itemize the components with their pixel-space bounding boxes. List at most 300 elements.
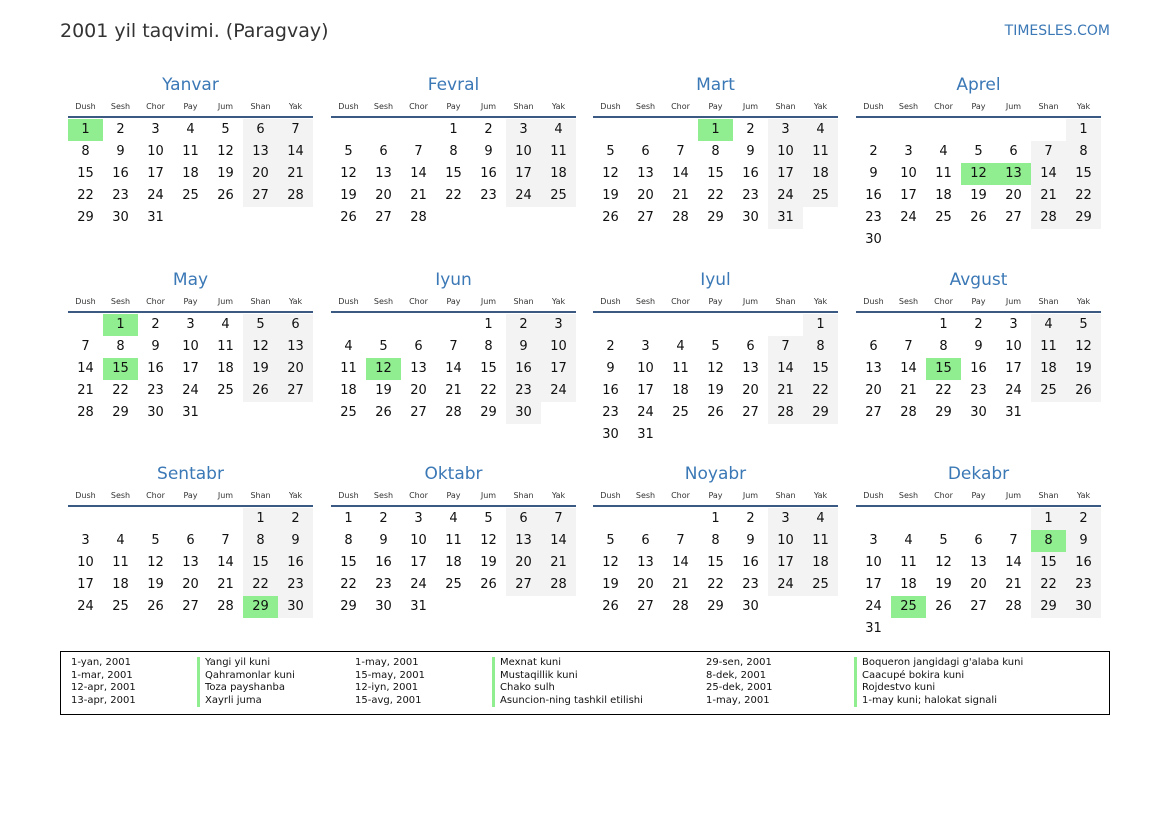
day-cell: 19 [375,383,392,398]
empty-cell [628,508,663,530]
day-cell: 10 [637,361,654,376]
day-cell: 20 [278,358,313,380]
weekday-header [856,99,1101,118]
day-cell: 1 [939,317,948,332]
holiday-day: 12 [961,163,996,185]
weekday-label: Shan [1038,297,1059,306]
day-cell: 25 [803,185,838,207]
day-cell: 22 [1031,574,1066,596]
day-cell: 16 [1066,552,1101,574]
weekday-label: Chor [146,491,165,500]
day-cell: 22 [340,577,357,592]
day-cell: 19 [1066,358,1101,380]
day-cell: 30 [602,427,619,442]
legend-date: 1-may, 2001 [706,694,770,706]
day-cell: 12 [602,166,619,181]
day-cell: 18 [900,577,917,592]
weekday-label: Jum [480,491,497,500]
day-cell: 24 [77,599,94,614]
day-cell: 29 [1066,207,1101,229]
empty-cell [628,119,663,141]
day-cell: 1 [484,317,493,332]
day-cell: 18 [935,188,952,203]
weekday-label: Chor [671,297,690,306]
month-oktabr [331,462,576,618]
weekday-label: Sesh [373,102,394,111]
day-cell: 27 [970,599,987,614]
legend-holiday-name: Mustaqillik kuni [492,670,578,683]
day-cell: 18 [541,163,576,185]
holiday-day: 12 [366,358,401,380]
day-cell: 2 [1066,508,1101,530]
weekday-label: Sesh [110,297,131,306]
weekday-header [593,99,838,118]
empty-cell [926,119,961,141]
weekday-label: Sesh [635,297,656,306]
day-cell: 20 [506,552,541,574]
legend-date: 15-may, 2001 [355,669,425,681]
day-cell: 11 [803,530,838,552]
weekday-label: Chor [934,102,953,111]
day-cell: 8 [243,530,278,552]
empty-cell [593,314,628,336]
day-cell: 18 [340,383,357,398]
day-cell: 15 [1066,163,1101,185]
day-cell: 21 [672,188,689,203]
empty-cell [331,314,366,336]
month-avgust [856,268,1101,424]
day-cell: 14 [768,358,803,380]
weekday-label: Sesh [373,297,394,306]
day-cell: 17 [768,163,803,185]
day-cell: 8 [711,533,720,548]
month-iyun [331,268,576,424]
month-aprel [856,73,1101,251]
day-cell: 20 [637,188,654,203]
month-may [68,268,313,424]
day-cell: 22 [707,577,724,592]
empty-cell [996,119,1031,141]
day-cell: 2 [746,122,755,137]
day-cell: 14 [77,361,94,376]
day-cell: 10 [768,530,803,552]
day-cell: 6 [506,508,541,530]
day-cell: 18 [217,361,234,376]
weekday-label: Sesh [898,102,919,111]
holiday-day: 25 [891,596,926,618]
day-cell: 14 [672,555,689,570]
day-cell: 17 [182,361,199,376]
legend-date: 12-apr, 2001 [71,682,136,694]
weekday-label: Pay [708,491,723,500]
day-cell: 4 [541,119,576,141]
day-cell: 13 [278,336,313,358]
day-cell: 23 [742,188,759,203]
day-cell: 29 [935,405,952,420]
day-cell: 21 [768,380,803,402]
day-cell: 10 [900,166,917,181]
day-cell: 30 [506,402,541,424]
day-cell: 1 [243,508,278,530]
day-cell: 18 [445,555,462,570]
day-cell: 11 [445,533,462,548]
day-cell: 28 [1005,599,1022,614]
weekday-header [331,488,576,507]
day-cell: 23 [375,577,392,592]
day-cell: 25 [541,185,576,207]
empty-cell [733,314,768,336]
day-cell: 1 [449,122,458,137]
day-cell: 8 [939,339,948,354]
day-cell: 17 [410,555,427,570]
day-cell: 16 [112,166,129,181]
day-cell: 30 [112,210,129,225]
empty-cell [173,508,208,530]
holiday-day: 1 [698,119,733,141]
day-cell: 7 [278,119,313,141]
day-cell: 12 [707,361,724,376]
day-cell: 13 [375,166,392,181]
day-cell: 3 [869,533,878,548]
day-cell: 15 [243,552,278,574]
day-cell: 21 [445,383,462,398]
day-cell: 9 [506,336,541,358]
day-cell: 9 [151,339,160,354]
day-cell: 19 [340,188,357,203]
weekday-label: Pay [183,491,198,500]
day-cell: 21 [77,383,94,398]
day-cell: 15 [707,555,724,570]
day-cell: 31 [865,621,882,636]
day-grid [856,119,1101,251]
day-cell: 19 [480,555,497,570]
day-cell: 5 [1066,314,1101,336]
day-cell: 27 [506,574,541,596]
day-cell: 12 [147,555,164,570]
day-cell: 19 [147,577,164,592]
day-cell: 1 [344,511,353,526]
month-name: Sentabr [157,464,224,484]
empty-cell [401,119,436,141]
day-cell: 7 [414,144,423,159]
legend-date: 13-apr, 2001 [71,694,136,706]
legend-holiday-name: 1-may kuni; halokat signali [854,695,997,708]
day-cell: 18 [803,552,838,574]
day-cell: 26 [602,599,619,614]
holiday-day: 1 [68,119,103,141]
day-cell: 8 [116,339,125,354]
day-cell: 8 [344,533,353,548]
day-cell: 19 [602,577,619,592]
weekday-label: Yak [288,491,303,500]
day-cell: 28 [278,185,313,207]
day-cell: 27 [637,599,654,614]
day-grid [593,314,838,446]
empty-cell [593,508,628,530]
day-cell: 9 [1066,530,1101,552]
legend-holiday-name: Yangi yil kuni [197,657,270,670]
day-cell: 10 [865,555,882,570]
day-cell: 8 [484,339,493,354]
day-cell: 5 [221,122,230,137]
month-sentabr [68,462,313,618]
weekday-label: Shan [513,491,534,500]
holiday-day: 29 [243,596,278,618]
day-cell: 14 [1005,555,1022,570]
empty-cell [856,508,891,530]
day-cell: 5 [939,533,948,548]
weekday-label: Jum [217,297,234,306]
day-cell: 5 [243,314,278,336]
weekday-label: Dush [600,102,621,111]
day-cell: 7 [541,508,576,530]
day-cell: 5 [151,533,160,548]
day-cell: 14 [672,166,689,181]
empty-cell [961,119,996,141]
weekday-label: Yak [551,102,566,111]
day-cell: 7 [221,533,230,548]
day-cell: 17 [147,166,164,181]
day-grid [331,508,576,618]
weekday-header [593,488,838,507]
legend-holiday-name: Toza payshanba [197,682,285,695]
weekday-label: Shan [775,102,796,111]
day-cell: 3 [81,533,90,548]
day-cell: 3 [151,122,160,137]
day-cell: 15 [480,361,497,376]
day-cell: 15 [1031,552,1066,574]
day-cell: 12 [340,166,357,181]
day-cell: 31 [768,207,803,229]
day-cell: 3 [768,508,803,530]
day-grid [856,314,1101,424]
day-cell: 30 [278,596,313,618]
month-name: Yanvar [162,75,219,95]
day-cell: 29 [77,210,94,225]
day-cell: 5 [344,144,353,159]
day-cell: 20 [865,383,882,398]
day-cell: 31 [410,599,427,614]
day-cell: 14 [410,166,427,181]
day-cell: 21 [541,552,576,574]
weekday-label: Jum [1005,102,1022,111]
weekday-label: Sesh [635,491,656,500]
empty-cell [366,314,401,336]
day-cell: 28 [900,405,917,420]
day-cell: 5 [606,533,615,548]
day-cell: 2 [746,511,755,526]
weekday-label: Jum [742,102,759,111]
day-cell: 14 [217,555,234,570]
day-cell: 26 [1066,380,1101,402]
weekday-header [856,488,1101,507]
day-grid [331,314,576,424]
day-cell: 24 [768,185,803,207]
day-cell: 7 [676,533,685,548]
day-cell: 14 [278,141,313,163]
day-cell: 23 [865,210,882,225]
day-cell: 5 [711,339,720,354]
holiday-day: 15 [103,358,138,380]
legend-date: 15-avg, 2001 [355,694,422,706]
day-cell: 30 [147,405,164,420]
legend-holiday-name: Chako sulh [492,682,555,695]
day-cell: 10 [77,555,94,570]
holiday-day: 13 [996,163,1031,185]
day-cell: 26 [243,380,278,402]
empty-cell [366,119,401,141]
day-cell: 18 [182,166,199,181]
empty-cell [68,508,103,530]
weekday-label: Jum [1005,297,1022,306]
day-cell: 25 [803,574,838,596]
weekday-label: Shan [250,491,271,500]
day-cell: 22 [707,188,724,203]
legend-holiday-name: Rojdestvo kuni [854,682,935,695]
weekday-label: Shan [1038,102,1059,111]
weekday-label: Pay [708,297,723,306]
day-cell: 6 [974,533,983,548]
weekday-label: Dush [338,102,359,111]
weekday-label: Dush [863,297,884,306]
weekday-label: Chor [671,102,690,111]
weekday-label: Pay [446,102,461,111]
month-name: May [172,270,209,290]
day-cell: 13 [506,530,541,552]
day-cell: 6 [414,339,423,354]
day-cell: 28 [410,210,427,225]
weekday-header [68,488,313,507]
day-cell: 3 [186,317,195,332]
day-cell: 21 [1005,577,1022,592]
day-grid [856,508,1101,640]
weekday-label: Yak [551,297,566,306]
day-cell: 9 [116,144,125,159]
weekday-label: Chor [409,297,428,306]
day-cell: 1 [803,314,838,336]
day-cell: 7 [904,339,913,354]
day-cell: 22 [445,188,462,203]
day-cell: 2 [484,122,493,137]
day-cell: 3 [541,314,576,336]
weekday-label: Yak [551,491,566,500]
day-cell: 6 [1009,144,1018,159]
day-cell: 17 [506,163,541,185]
weekday-label: Chor [409,102,428,111]
day-cell: 16 [147,361,164,376]
weekday-label: Sesh [635,102,656,111]
day-cell: 22 [935,383,952,398]
legend-date: 12-iyn, 2001 [355,682,419,694]
day-cell: 17 [77,577,94,592]
day-cell: 10 [1005,339,1022,354]
day-cell: 9 [869,166,878,181]
day-cell: 27 [243,185,278,207]
day-cell: 25 [217,383,234,398]
day-cell: 16 [865,188,882,203]
day-cell: 14 [1031,163,1066,185]
day-cell: 22 [112,383,129,398]
day-cell: 22 [803,380,838,402]
weekday-label: Sesh [110,102,131,111]
day-cell: 17 [865,577,882,592]
day-cell: 27 [278,380,313,402]
day-cell: 17 [768,552,803,574]
day-cell: 30 [742,599,759,614]
day-cell: 6 [869,339,878,354]
weekday-label: Dush [75,491,96,500]
day-cell: 28 [217,599,234,614]
day-cell: 8 [449,144,458,159]
day-cell: 9 [379,533,388,548]
day-cell: 9 [974,339,983,354]
weekday-label: Pay [971,491,986,500]
day-cell: 29 [340,599,357,614]
day-cell: 22 [243,574,278,596]
day-cell: 24 [900,210,917,225]
day-cell: 11 [1031,336,1066,358]
day-cell: 2 [116,122,125,137]
month-name: Dekabr [947,464,1010,484]
day-cell: 17 [637,383,654,398]
month-name: Aprel [956,75,1001,95]
day-cell: 20 [243,163,278,185]
day-cell: 4 [449,511,458,526]
weekday-label: Jum [742,297,759,306]
day-cell: 24 [147,188,164,203]
empty-cell [593,119,628,141]
day-cell: 24 [768,574,803,596]
day-cell: 24 [1005,383,1022,398]
day-cell: 5 [974,144,983,159]
day-cell: 31 [637,427,654,442]
day-cell: 9 [484,144,493,159]
day-cell: 24 [182,383,199,398]
legend-date: 1-may, 2001 [355,657,419,668]
day-cell: 27 [637,210,654,225]
empty-cell [401,314,436,336]
day-cell: 10 [506,141,541,163]
month-iyul [593,268,838,446]
weekday-header [593,294,838,313]
empty-cell [891,314,926,336]
brand-link[interactable]: TIMESLES.COM [1004,23,1110,39]
legend-holiday-name: Boqueron jangidagi g'alaba kuni [854,657,1023,670]
day-cell: 23 [147,383,164,398]
day-cell: 16 [742,555,759,570]
day-cell: 2 [869,144,878,159]
day-cell: 26 [147,599,164,614]
day-cell: 12 [935,555,952,570]
day-cell: 24 [410,577,427,592]
day-cell: 11 [803,141,838,163]
weekday-header [331,294,576,313]
day-cell: 4 [803,119,838,141]
day-cell: 22 [480,383,497,398]
weekday-label: Yak [1076,297,1091,306]
weekday-label: Dush [600,297,621,306]
day-cell: 27 [182,599,199,614]
day-cell: 25 [182,188,199,203]
day-cell: 23 [506,380,541,402]
day-cell: 16 [602,383,619,398]
day-grid [593,119,838,229]
weekday-label: Jum [742,491,759,500]
day-cell: 21 [1031,185,1066,207]
day-cell: 16 [375,555,392,570]
day-cell: 8 [803,336,838,358]
legend-date: 8-dek, 2001 [706,669,767,681]
